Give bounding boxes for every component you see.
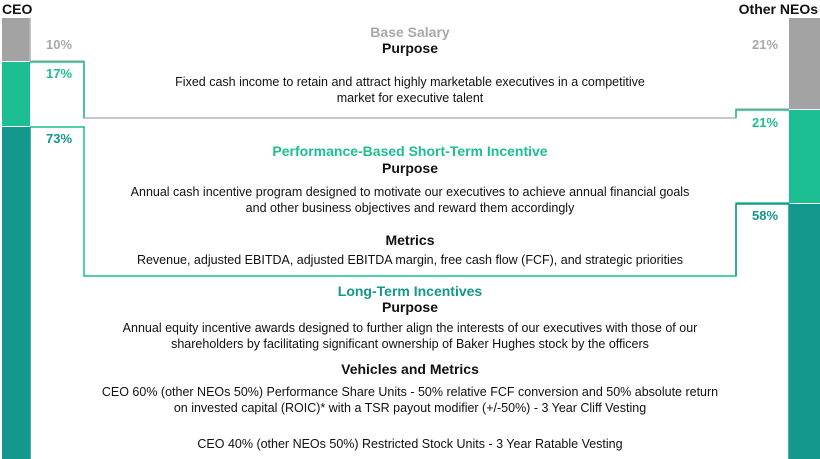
base-salary-purpose-label: Purpose bbox=[381, 40, 438, 56]
sti-metrics-text: Revenue, adjusted EBITDA, adjusted EBITDA margin, free cash flow (FCF), and strategic priorities bbox=[136, 253, 684, 267]
sti-purpose-text: Annual cash incentive program designed to motivate our executives to achieve annual financial goals and other business objectives and reward them accordingly bbox=[130, 185, 690, 215]
other-lti-pct: 58% bbox=[752, 208, 779, 223]
ceo-sti-pct: 17% bbox=[46, 66, 73, 81]
ceo-column-header: CEO bbox=[2, 1, 33, 17]
lti-vehicles-label: Vehicles and Metrics bbox=[341, 361, 479, 377]
lti-right-outline bbox=[736, 204, 789, 459]
sti-purpose-label: Purpose bbox=[381, 160, 438, 176]
base-salary-purpose-text: Fixed cash income to retain and attract highly marketable executives in a competitive market for executive talent bbox=[175, 75, 645, 105]
other-neos-column-header: Other NEOs bbox=[738, 1, 818, 17]
lti-title: Long-Term Incentives bbox=[337, 283, 483, 299]
sti-title: Performance-Based Short-Term Incentive bbox=[272, 143, 548, 159]
ceo-base-pct: 10% bbox=[46, 37, 73, 52]
lti-purpose-text: Annual equity incentive awards designed to further align the interests of our executives with those of our shareholders by facilitating significant ownership of Baker Hughes stock by the officers bbox=[122, 321, 698, 351]
ceo-lti-pct: 73% bbox=[46, 131, 73, 146]
base-salary-title: Base Salary bbox=[370, 24, 450, 40]
other-base-pct: 21% bbox=[752, 37, 779, 52]
lti-vehicle-psu-text: CEO 60% (other NEOs 50%) Performance Share Units - 50% relative FCF conversion and 50% absolute return on invested capital (ROIC)* with a TSR payout modifier (+/-50%) - 3 Year Cliff Vesting bbox=[101, 385, 719, 415]
sti-metrics-label: Metrics bbox=[385, 232, 435, 248]
lti-purpose-label: Purpose bbox=[381, 299, 438, 315]
lti-vehicle-rsu-text: CEO 40% (other NEOs 50%) Restricted Stock Units - 3 Year Ratable Vesting bbox=[197, 437, 623, 451]
other-sti-pct: 21% bbox=[752, 115, 779, 130]
